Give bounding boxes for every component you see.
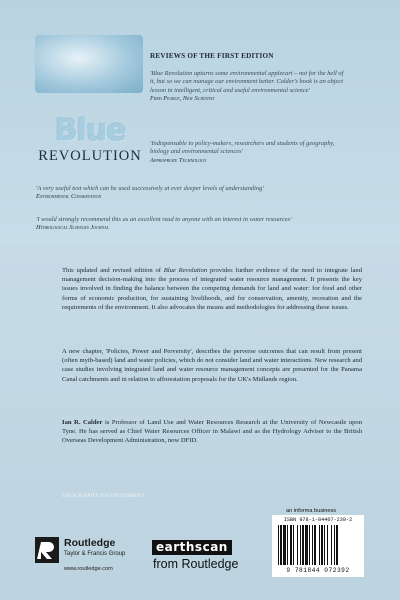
routledge-logo-icon: [35, 537, 59, 563]
barcode-bar: [280, 525, 282, 565]
barcode-bar: [331, 525, 332, 565]
paragraph-text: This updated and revised edition of: [62, 267, 164, 274]
barcode-bar: [324, 525, 325, 565]
barcode-bar: [293, 525, 294, 565]
book-title-logo: [35, 113, 145, 165]
barcode-bar: [278, 525, 279, 565]
review-quote: 'Blue Revolution upturns some environmental applecart – not for the hell of it, but so we can manage our environment better. Calder's book is an object lesson in intelligent, critical and useful environmental science': [150, 70, 344, 94]
title-blue: Blue: [54, 113, 126, 148]
review-4: [36, 216, 356, 233]
review-quote: 'A very useful text which can be used successively at ever deeper levels of understanding': [36, 185, 264, 192]
barcode-bar: [297, 525, 298, 565]
barcode-bars: [278, 525, 358, 565]
book-title-italic: Blue Revolution: [163, 267, 208, 274]
paragraph-text: provides further evidence of the need to integrate land management decision-making into the process of integrated water resource management. It presents the key issues involved in finding the balance between the competing demands for land and water: for food and other forms of economic production, for sustaining livelihoods, and for conservation, amenity, recreation and the requirements of the environment. It also advocates the means and methodologies for addressing these issues.: [62, 267, 362, 311]
earthscan-logo: earthscan: [152, 540, 232, 555]
barcode-bar: [300, 525, 301, 565]
barcode-bar: [314, 525, 316, 565]
review-quote: 'Indispensable to policy-makers, researchers and students of geography, biology and environmental sciences': [150, 140, 335, 156]
earthscan-from-routledge: from Routledge: [153, 557, 239, 571]
barcode-bar: [305, 525, 308, 565]
description-paragraph-2: [62, 347, 362, 384]
category-label: GEOGRAPHY/ENVIRONMENT: [62, 493, 146, 499]
isbn-label: ISBN 978-1-84407-239-2: [283, 517, 353, 523]
title-revolution: REVOLUTION: [38, 148, 142, 164]
barcode-bar: [287, 525, 288, 565]
paragraph-text: is Professor of Land Use and Water Resources Research at the University of Newcastle upon Tyne. He has served as Chief Water Resources Officer in Malawi and as the Hydrology Adviser to the British Overseas Development Administration, now DFID.: [62, 419, 363, 445]
water-surface-image: [35, 35, 143, 93]
barcode-bar: [283, 525, 286, 565]
publisher-website: www.routledge.com: [64, 566, 113, 572]
author-name: Ian R. Calder: [62, 419, 103, 426]
publisher-group: Taylor & Francis Group: [64, 551, 126, 557]
barcode-bar: [319, 525, 320, 565]
barcode-bar: [321, 525, 323, 565]
review-source: Fred Pearce, New Scientist: [150, 95, 215, 103]
review-3: [36, 185, 356, 202]
isbn-barcode: [272, 515, 364, 577]
author-bio: [62, 418, 362, 446]
review-source: Hydrological Sciences Journal: [36, 224, 109, 232]
barcode-bar: [302, 525, 304, 565]
description-paragraph-1: [62, 266, 362, 312]
publisher-name: Routledge: [64, 537, 116, 549]
barcode-bar: [334, 525, 335, 565]
review-source: Environmental Conservation: [36, 193, 102, 201]
barcode-bar: [336, 525, 338, 565]
review-1: [150, 70, 350, 104]
barcode-bar: [327, 525, 328, 565]
reviews-heading: REVIEWS OF THE FIRST EDITION: [150, 52, 274, 60]
informa-tagline: an informa business: [286, 508, 337, 514]
barcode-bar: [309, 525, 310, 565]
barcode-bar: [312, 525, 313, 565]
review-2: [150, 140, 350, 165]
review-quote: 'I would strongly recommend this as an excellent read to anyone with an interest in water resources': [36, 216, 292, 223]
paragraph-text: A new chapter, 'Policies, Power and Perversity', describes the perverse outcomes that can result from present (often myth-based) land and water policies, which do not consider land and water interactions. New research and case studies involving integrated land and water resource management concepts are presented for the Panama Canal catchments and in relation to afforestation proposals for the UK's Midlands region.: [62, 348, 362, 383]
barcode-bar: [290, 525, 292, 565]
isbn-digits: 9 781844 072392: [286, 567, 350, 574]
review-source: Appropriate Technology: [150, 156, 207, 164]
